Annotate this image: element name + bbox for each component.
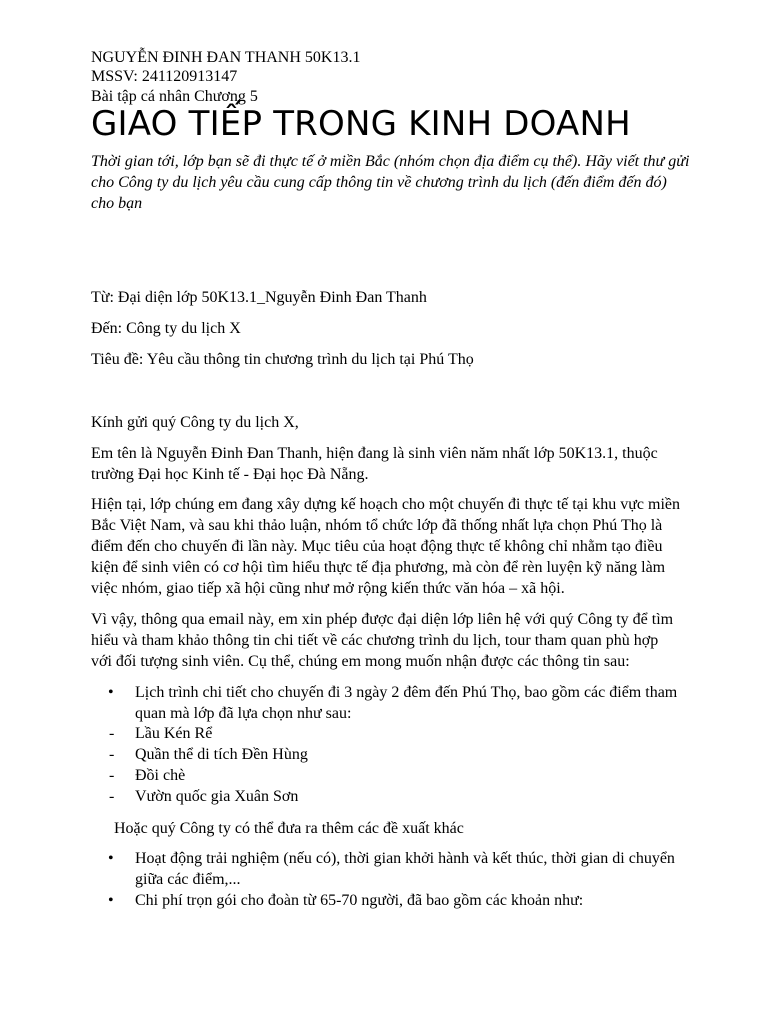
place-text: Quần thể di tích Đền Hùng xyxy=(135,746,308,763)
bullet-marker: • xyxy=(108,850,114,867)
place-text: Đồi chè xyxy=(135,767,186,784)
list-item-text: Chi phí trọn gói cho đoàn từ 65-70 người, đã bao gồm các khoản như: xyxy=(135,892,584,909)
paragraph-plan: Hiện tại, lớp chúng em đang xây dựng kế hoạch cho một chuyến đi thực tế tại khu vực miền Bắc Việt Nam, và sau khi thảo luận, nhóm tổ chức lớp đã thống nhất lựa chọn Phú Thọ là điểm đến cho chuyến đi lần này. Mục tiêu của hoạt động thực tế không chỉ nhằm tạo điều kiện để sinh viên có cơ hội tìm hiểu thực tế địa phương, mà còn để rèn luyện kỹ năng làm việc nhóm, giao tiếp xã hội cũng như mở rộng kiến thức văn hóa – xã hội. xyxy=(91,496,680,597)
assignment-line: Bài tập cá nhân Chương 5 xyxy=(91,88,258,105)
bullet-marker: • xyxy=(108,892,114,909)
dash-marker: - xyxy=(109,788,115,805)
paragraph-request: Vì vậy, thông qua email này, em xin phép được đại diện lớp liên hệ với quý Công ty để tìm hiểu và tham khảo thông tin chi tiết về các chương trình du lịch, tour tham quan phù hợp với đối tượng sinh viên. Cụ thể, chúng em mong muốn nhận được các thông tin sau: xyxy=(91,611,674,670)
author-line: NGUYỄN ĐINH ĐAN THANH 50K13.1 xyxy=(91,49,361,66)
alternative-note: Hoặc quý Công ty có thể đưa ra thêm các đề xuất khác xyxy=(114,820,464,837)
place-text: Lầu Kén Rể xyxy=(135,725,213,742)
dash-marker: - xyxy=(109,746,115,763)
dash-marker: - xyxy=(109,725,115,742)
dash-marker: - xyxy=(109,767,115,784)
from-line: Từ: Đại diện lớp 50K13.1_Nguyễn Đinh Đan Thanh xyxy=(91,289,427,306)
bullet-marker: • xyxy=(108,684,114,701)
document-title: GIAO TIẾP TRONG KINH DOANH xyxy=(91,104,631,144)
list-item-text: Hoạt động trải nghiệm (nếu có), thời gian khởi hành và kết thúc, thời gian di chuyển giữa các điểm,... xyxy=(135,850,675,888)
list-item-text: Lịch trình chi tiết cho chuyến đi 3 ngày 2 đêm đến Phú Thọ, bao gồm các điểm tham quan mà lớp đã lựa chọn như sau: xyxy=(135,684,678,722)
to-line: Đến: Công ty du lịch X xyxy=(91,320,241,337)
assignment-prompt: Thời gian tới, lớp bạn sẽ đi thực tế ở miền Bắc (nhóm chọn địa điểm cụ thể). Hãy viết thư gửi cho Công ty du lịch yêu cầu cung cấp thông tin về chương trình du lịch (đến điểm đến đó) cho bạn xyxy=(91,153,690,212)
place-text: Vườn quốc gia Xuân Sơn xyxy=(135,788,299,805)
greeting: Kính gửi quý Công ty du lịch X, xyxy=(91,414,299,431)
student-id-line: MSSV: 241120913147 xyxy=(91,68,238,85)
paragraph-intro: Em tên là Nguyễn Đinh Đan Thanh, hiện đang là sinh viên năm nhất lớp 50K13.1, thuộc trường Đại học Kinh tế - Đại học Đà Nẵng. xyxy=(91,445,658,483)
subject-line: Tiêu đề: Yêu cầu thông tin chương trình du lịch tại Phú Thọ xyxy=(91,351,474,368)
